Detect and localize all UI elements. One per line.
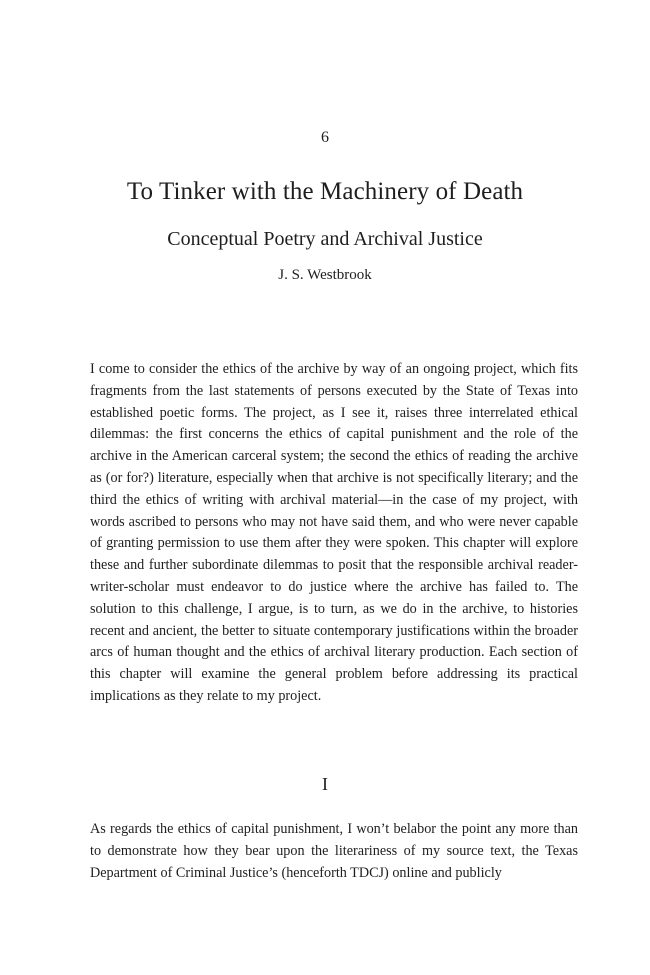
body-paragraph: I come to consider the ethics of the archive by way of an ongoing project, which fits fragments from the last statements of persons executed by the State of Texas into established poetic forms. The project, as I see it, raises three interrelated ethical dilemmas: the first concerns the ethics of capital punishment and the role of the archive in the American carceral system; the second the ethics of reading the archive as (or for?) literature, especially when that archive is not specifically literary; and the third the ethics of writing with archival material—in the case of my project, with words ascribed to persons who may not have said them, and who were never capable of granting permission to use them after they were spoken. This chapter will explore these and further subordinate dilemmas to posit that the responsible archival reader-writer-scholar must endeavor to do justice where the archive has failed to. The solution to this challenge, I argue, is to turn, as we do in the archive, to histories recent and ancient, the better to situate contemporary justifications within the broader arcs of human thought and the ethics of archival literary production. Each section of this chapter will examine the general problem before addressing its practical implications as they relate to my project. [90, 361, 578, 704]
chapter-title: To Tinker with the Machinery of Death [126, 178, 524, 205]
section-heading: I [322, 774, 328, 794]
chapter-number: 6 [321, 129, 329, 146]
chapter-author: J. S. Westbrook [278, 267, 372, 283]
chapter-subtitle: Conceptual Poetry and Archival Justice [167, 228, 483, 250]
body-paragraph: As regards the ethics of capital punishment, I won’t belabor the point any more than to demonstrate how they bear upon the literariness of my source text, the Texas Department of Criminal Justice’s (henceforth TDCJ) online and publicly [90, 821, 578, 881]
